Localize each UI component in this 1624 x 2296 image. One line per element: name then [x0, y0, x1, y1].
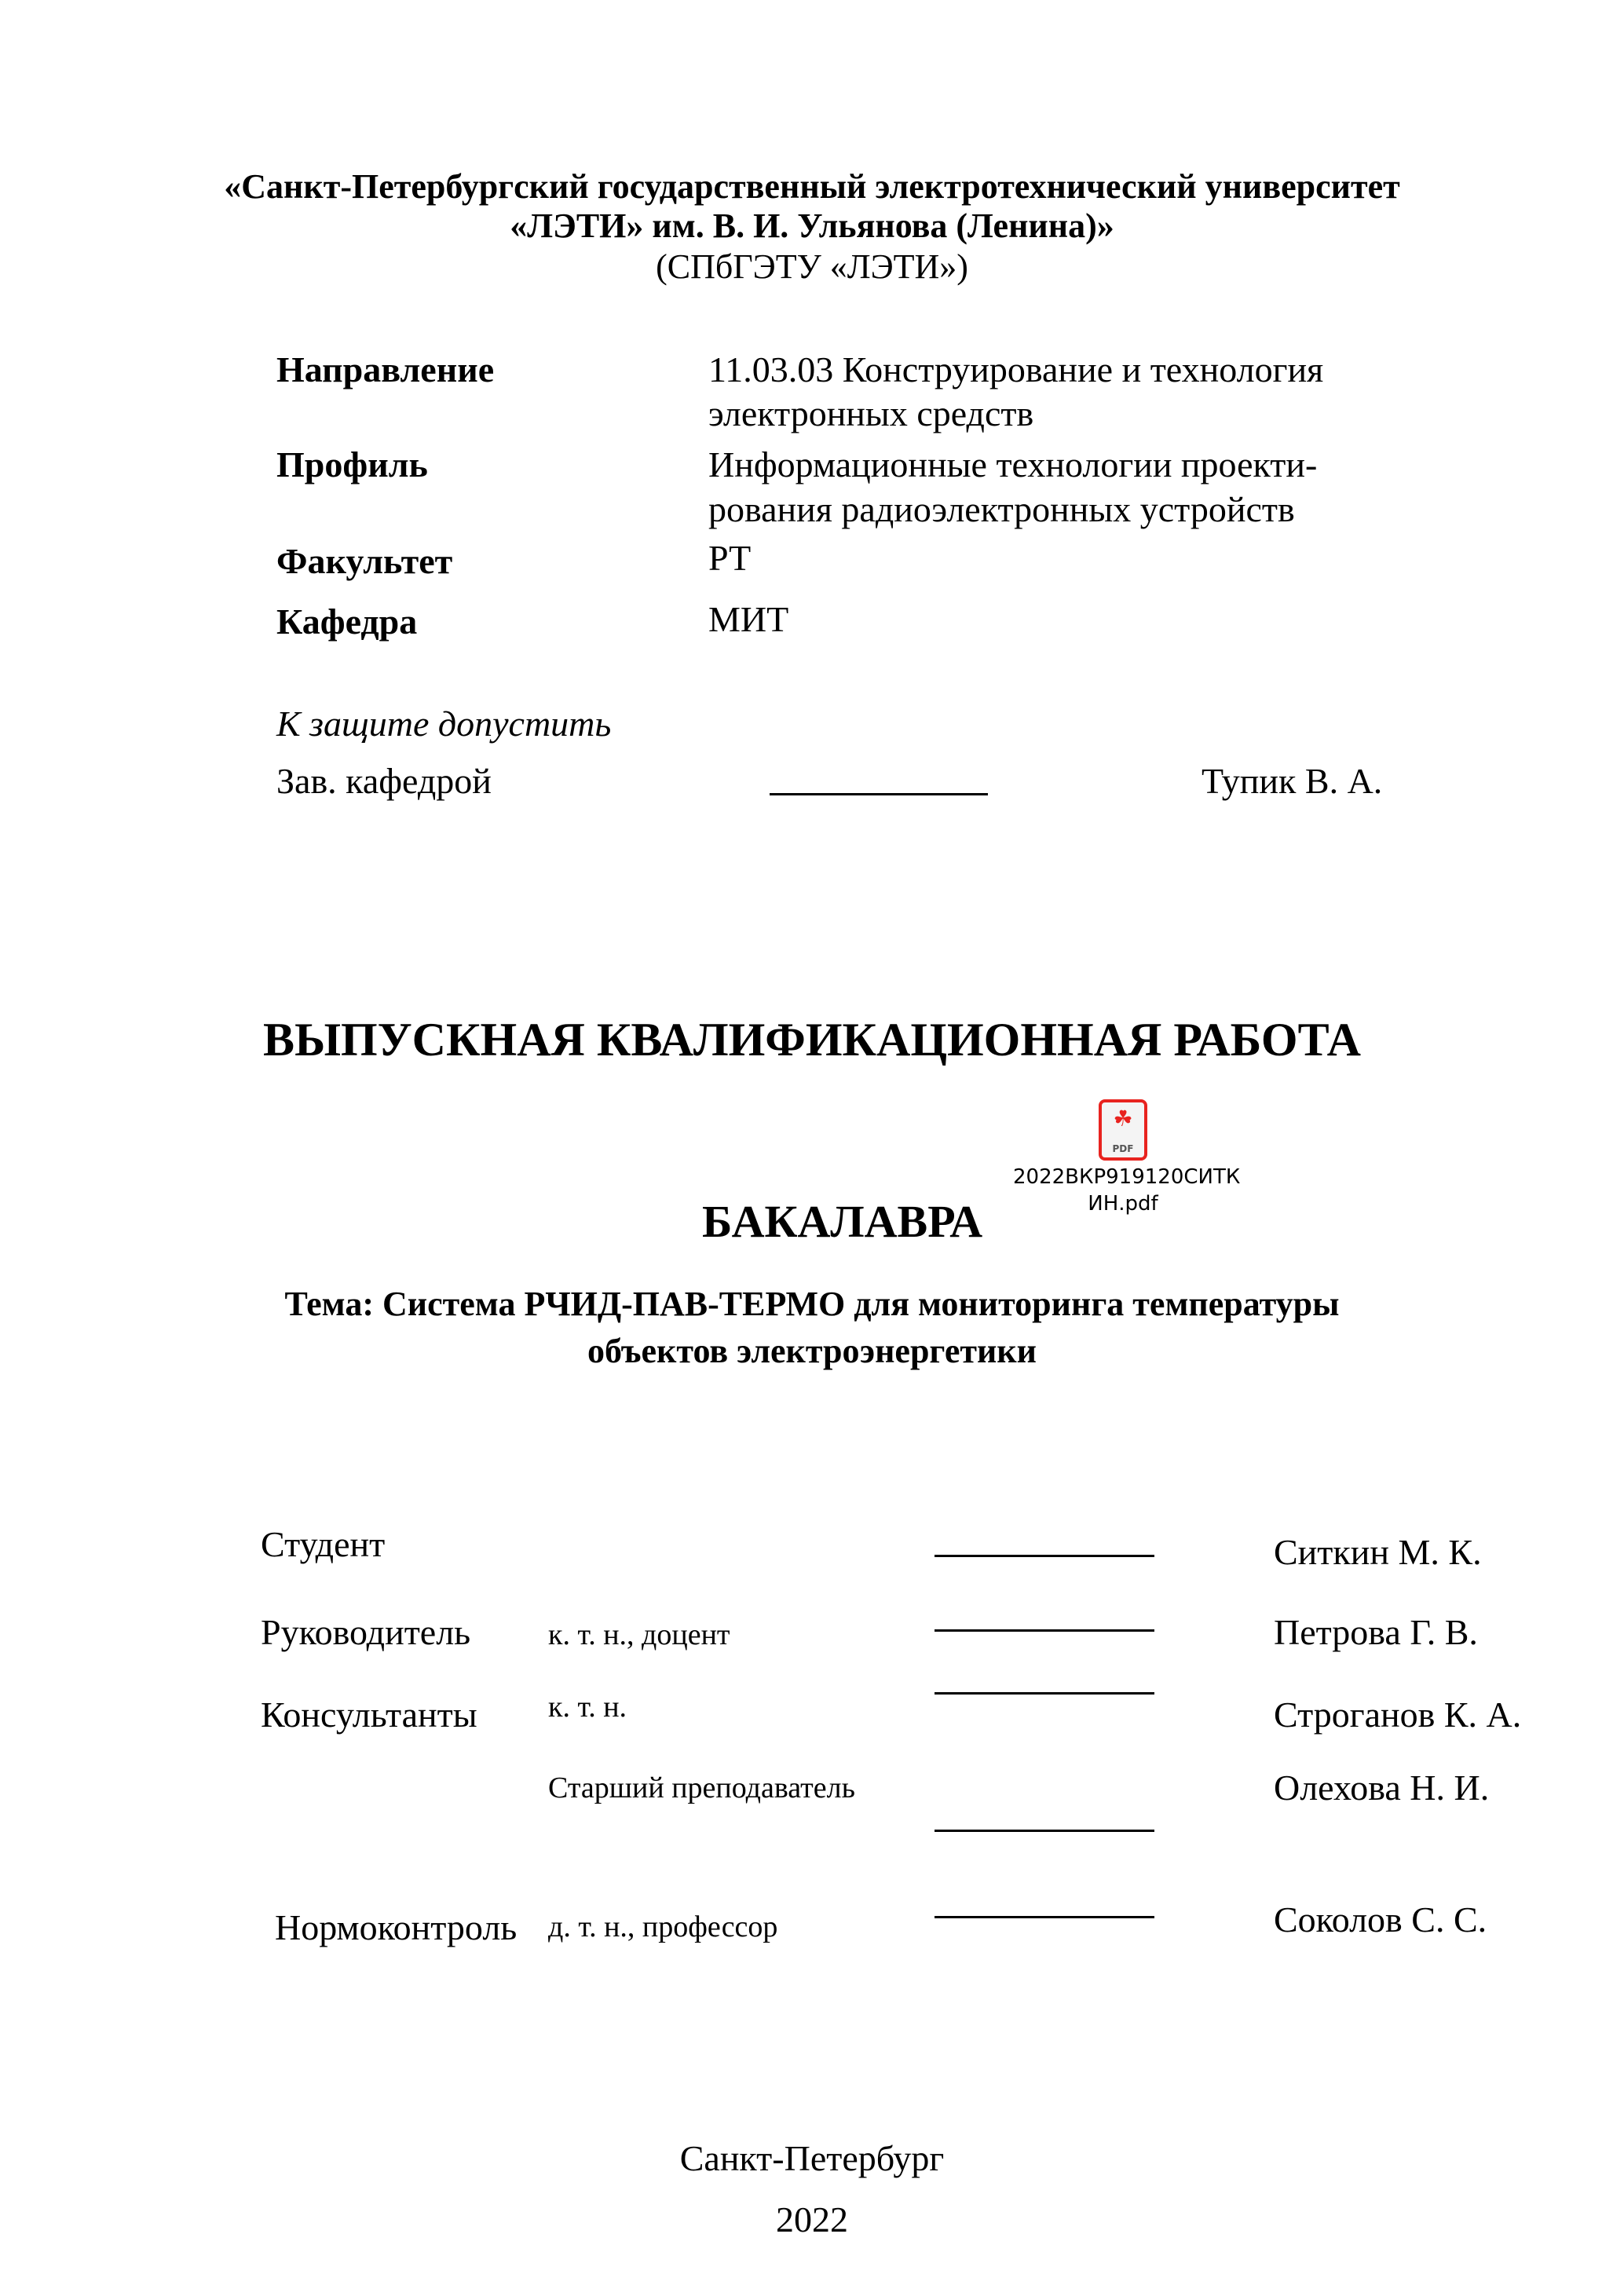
signature-role-consultants: Консультанты	[261, 1695, 477, 1735]
info-value-profile-1: Информационные технологии проекти-	[708, 444, 1318, 484]
admission-name: Тупик В. А.	[1202, 761, 1383, 801]
signature-name-consultant1: Строганов К. А.	[1274, 1695, 1522, 1735]
pdf-filename-line2: ИН.pdf	[1088, 1192, 1158, 1216]
signature-line-supervisor	[935, 1629, 1154, 1632]
info-value-direction-1: 11.03.03 Конструирование и технология	[708, 349, 1324, 389]
info-label-profile: Профиль	[276, 444, 428, 484]
signature-line-normcontrol	[935, 1916, 1154, 1918]
signature-name-student: Ситкин М. К.	[1274, 1532, 1482, 1572]
pdf-filename-line1: 2022ВКР919120СИТК	[1013, 1165, 1241, 1189]
signature-name-supervisor: Петрова Г. В.	[1274, 1612, 1478, 1652]
pdf-tag: PDF	[1112, 1143, 1134, 1154]
info-label-department: Кафедра	[276, 601, 418, 642]
work-title: ВЫПУСКНАЯ КВАЛИФИКАЦИОННАЯ РАБОТА	[263, 1014, 1361, 1066]
signature-degree-consultant1: к. т. н.	[548, 1691, 627, 1724]
signature-line-consultant2	[935, 1830, 1154, 1832]
signature-degree-supervisor: к. т. н., доцент	[548, 1618, 730, 1651]
signature-role-normcontrol: Нормоконтроль	[275, 1907, 518, 1947]
signature-line-student	[935, 1555, 1154, 1557]
admission-signature-line	[770, 793, 988, 795]
signature-line-consultant1	[935, 1692, 1154, 1695]
info-value-faculty: РТ	[708, 538, 752, 578]
pdf-attachment[interactable]	[1013, 1099, 1241, 1217]
admission-role: Зав. кафедрой	[276, 761, 492, 801]
topic-line1: Тема: Система РЧИД-ПАВ-ТЕРМО для мониторинга температуры	[284, 1285, 1340, 1323]
signature-degree-normcontrol: д. т. н., профессор	[548, 1910, 778, 1943]
pdf-file-icon[interactable]	[1099, 1099, 1147, 1161]
footer-year: 2022	[776, 2199, 848, 2239]
info-value-department: МИТ	[708, 599, 789, 639]
acrobat-logo-icon: ☘	[1113, 1106, 1133, 1132]
university-abbreviation: (СПбГЭТУ «ЛЭТИ»)	[656, 247, 968, 286]
info-value-direction-2: электронных средств	[708, 393, 1034, 433]
signature-name-consultant2: Олехова Н. И.	[1274, 1768, 1490, 1808]
topic-line2: объектов электроэнергетики	[587, 1332, 1037, 1370]
signature-degree-consultant2: Старший преподаватель	[548, 1771, 855, 1804]
info-label-faculty: Факультет	[276, 541, 453, 581]
signature-role-supervisor: Руководитель	[261, 1612, 471, 1652]
signature-role-student: Студент	[261, 1524, 386, 1564]
info-value-profile-2: рования радиоэлектронных устройств	[708, 489, 1295, 529]
info-label-direction: Направление	[276, 349, 495, 389]
university-name-line1: «Санкт-Петербургский государственный электротехнический университет	[224, 167, 1400, 206]
admission-caption: К защите допустить	[276, 704, 612, 744]
university-name-line2: «ЛЭТИ» им. В. И. Ульянова (Ленина)»	[510, 207, 1114, 245]
work-degree: БАКАЛАВРА	[702, 1196, 983, 1247]
footer-city: Санкт-Петербург	[679, 2138, 945, 2178]
signature-name-normcontrol: Соколов С. С.	[1274, 1899, 1487, 1940]
